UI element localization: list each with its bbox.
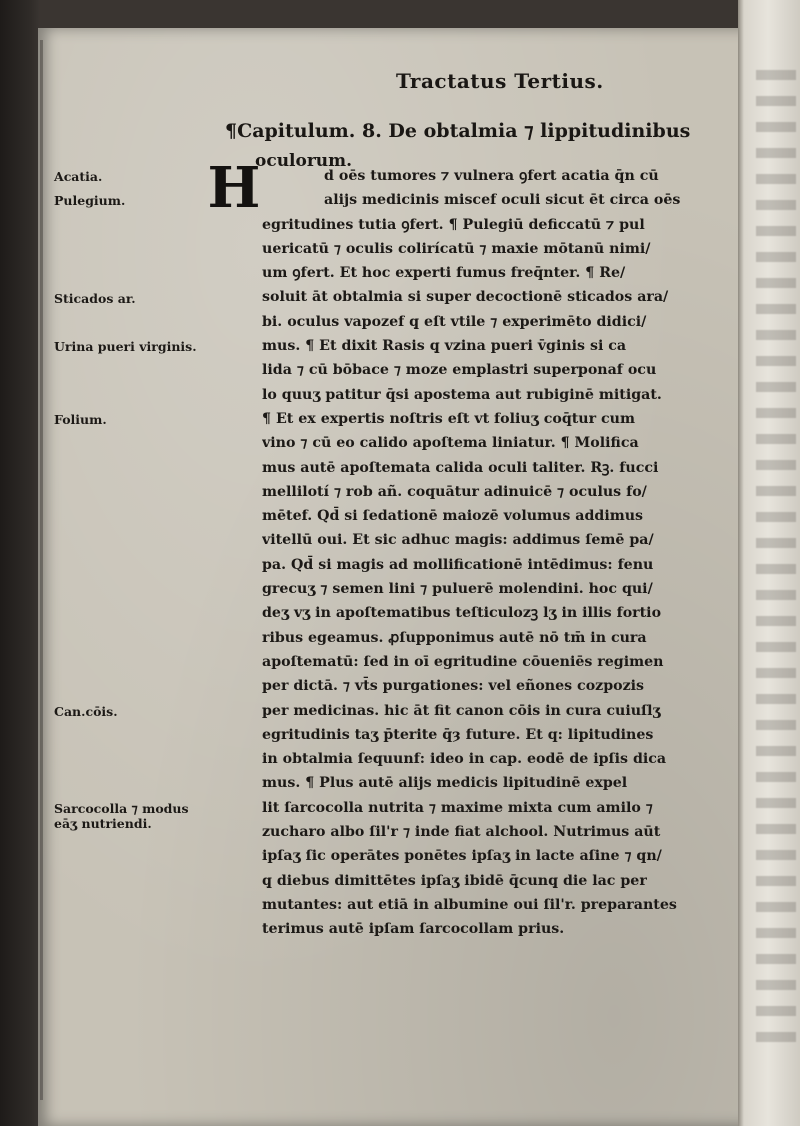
chapter-heading-line1: ¶Capitulum. 8. De obtalmia ⁊ lippitudinibus	[225, 120, 691, 142]
margin-note: Pulegium.	[54, 193, 126, 209]
text-line: terimus autē ipſam ſarcocollam prius.	[262, 921, 565, 938]
margin-note: Can.cōis.	[54, 703, 118, 719]
text-line: d oēs tumores ⁊ vulnera ꝯfert acatia q̄n cū	[324, 168, 659, 184]
text-line: pa. Qd̄ si magis ad mollificationē intēdimus: fenu	[262, 556, 654, 573]
text-line: vino ⁊ cū eo calido apoſtema liniatur. ¶ Molifica	[262, 435, 639, 452]
text-line: lit ſarcocolla nutrita ⁊ maxime mixta cum amilo ⁊	[262, 799, 653, 816]
margin-note: Sarcocolla ⁊ modus eāʒ nutriendi.	[54, 800, 189, 831]
text-line: bi. oculus vapozef q̧ eſt vtile ⁊ experimēto didici/	[262, 313, 647, 330]
text-line: lida ⁊ cū bōbace ⁊ moze emplastri superponaf ocu	[262, 362, 657, 379]
chapter-heading-line2: oculorum.	[255, 151, 353, 171]
text-line: ribus egeamus. ꝓſupponimus autē nō tm̄ in cura	[262, 629, 647, 646]
text-line: ¶ Et ex expertis noſtris eſt vt foliuʒ coq̄tur cum	[262, 410, 635, 427]
facing-page-bleed	[756, 70, 796, 1050]
text-line: vitellū oui. Et sic adhuc magis: addimus ſemē pa/	[262, 532, 654, 549]
text-line: grecuʒ ⁊ semen lini ⁊ puluerē molendini. hoc qui/	[262, 581, 653, 598]
body-text	[262, 164, 754, 942]
text-line: mus autē apoſtemata calida oculi taliter. Rꝫ. fucci	[262, 459, 659, 476]
text-line: apoſtematū: ſed in oī egritudine cōueniēs regimen	[262, 653, 664, 670]
margin-note: Sticados ar.	[54, 290, 136, 306]
text-line: deʒ vʒ in apoſtematibus teſticulozꝫ lʒ in illis fortio	[262, 605, 662, 622]
text-line: mellilotí ⁊ rob añ. coquātur adinuicē ⁊ oculus fo/	[262, 483, 647, 500]
text-line: uericatū ⁊ oculis colirícatū ⁊ maxie mōtanū nimi/	[262, 240, 651, 257]
text-line: per dictā. ⁊ vt̄s purgationes: vel eñones cozpozis	[262, 678, 645, 695]
text-line: zucharo albo ſil'r ⁊ inde fiat alchool. Nutrimus aūt	[262, 824, 661, 841]
text-line: egritudines tutia ꝯfert. ¶ Pulegiū deficcatū ⁊ pul	[262, 216, 645, 233]
text-line: ipſaʒ ſic operātes ponētes ipſaʒ in lacte aſine ⁊ qn/	[262, 848, 662, 865]
text-line: in obtalmia ſequunf: ideo in cap. eodē de ipſis dica	[262, 751, 667, 768]
text-line: per medicinas. hic āt fit canon cōis in cura cuiuſlʒ	[262, 702, 661, 719]
margin-note: Urina pueri virginis.	[54, 339, 197, 355]
text-line: soluit āt obtalmia si super decoctionē sticados ara/	[262, 289, 669, 306]
initial-letter: H	[207, 155, 261, 221]
text-line: egritudinis taʒ p̄terite q̄ȝ future. Et q: lipitudines	[262, 726, 654, 743]
running-title: Tractatus Tertius.	[396, 69, 604, 93]
text-line: um ꝯfert. Et hoc experti fumus freq̄nter. ¶ Re/	[262, 265, 626, 282]
text-line: mētef. Qd̄ si ſedationē maiozē volumus addimus	[262, 508, 644, 525]
page-edge-line	[40, 40, 43, 1100]
text-line: mus. ¶ Et dixit Rasis q̧ vzina pueri v̄ginis si ca	[262, 338, 627, 355]
text-line: mutantes: aut etiā in albumine oui ſil'r. preparantes	[262, 896, 677, 913]
margin-note: Folium.	[54, 412, 107, 427]
margin-note: Acatia.	[54, 169, 103, 184]
text-line: lo quuʒ patitur q̄si apostema aut rubiginē mitigat.	[262, 386, 662, 403]
text-line: q̧ diebus dimittētes ipſaʒ ibidē q̄cunq̧ die lac per	[262, 872, 647, 889]
text-line: mus. ¶ Plus autē alijs medicis lipitudinē expel	[262, 775, 628, 792]
text-line: alijs medicinis miscef oculi sicut ēt circa oēs	[324, 192, 681, 209]
